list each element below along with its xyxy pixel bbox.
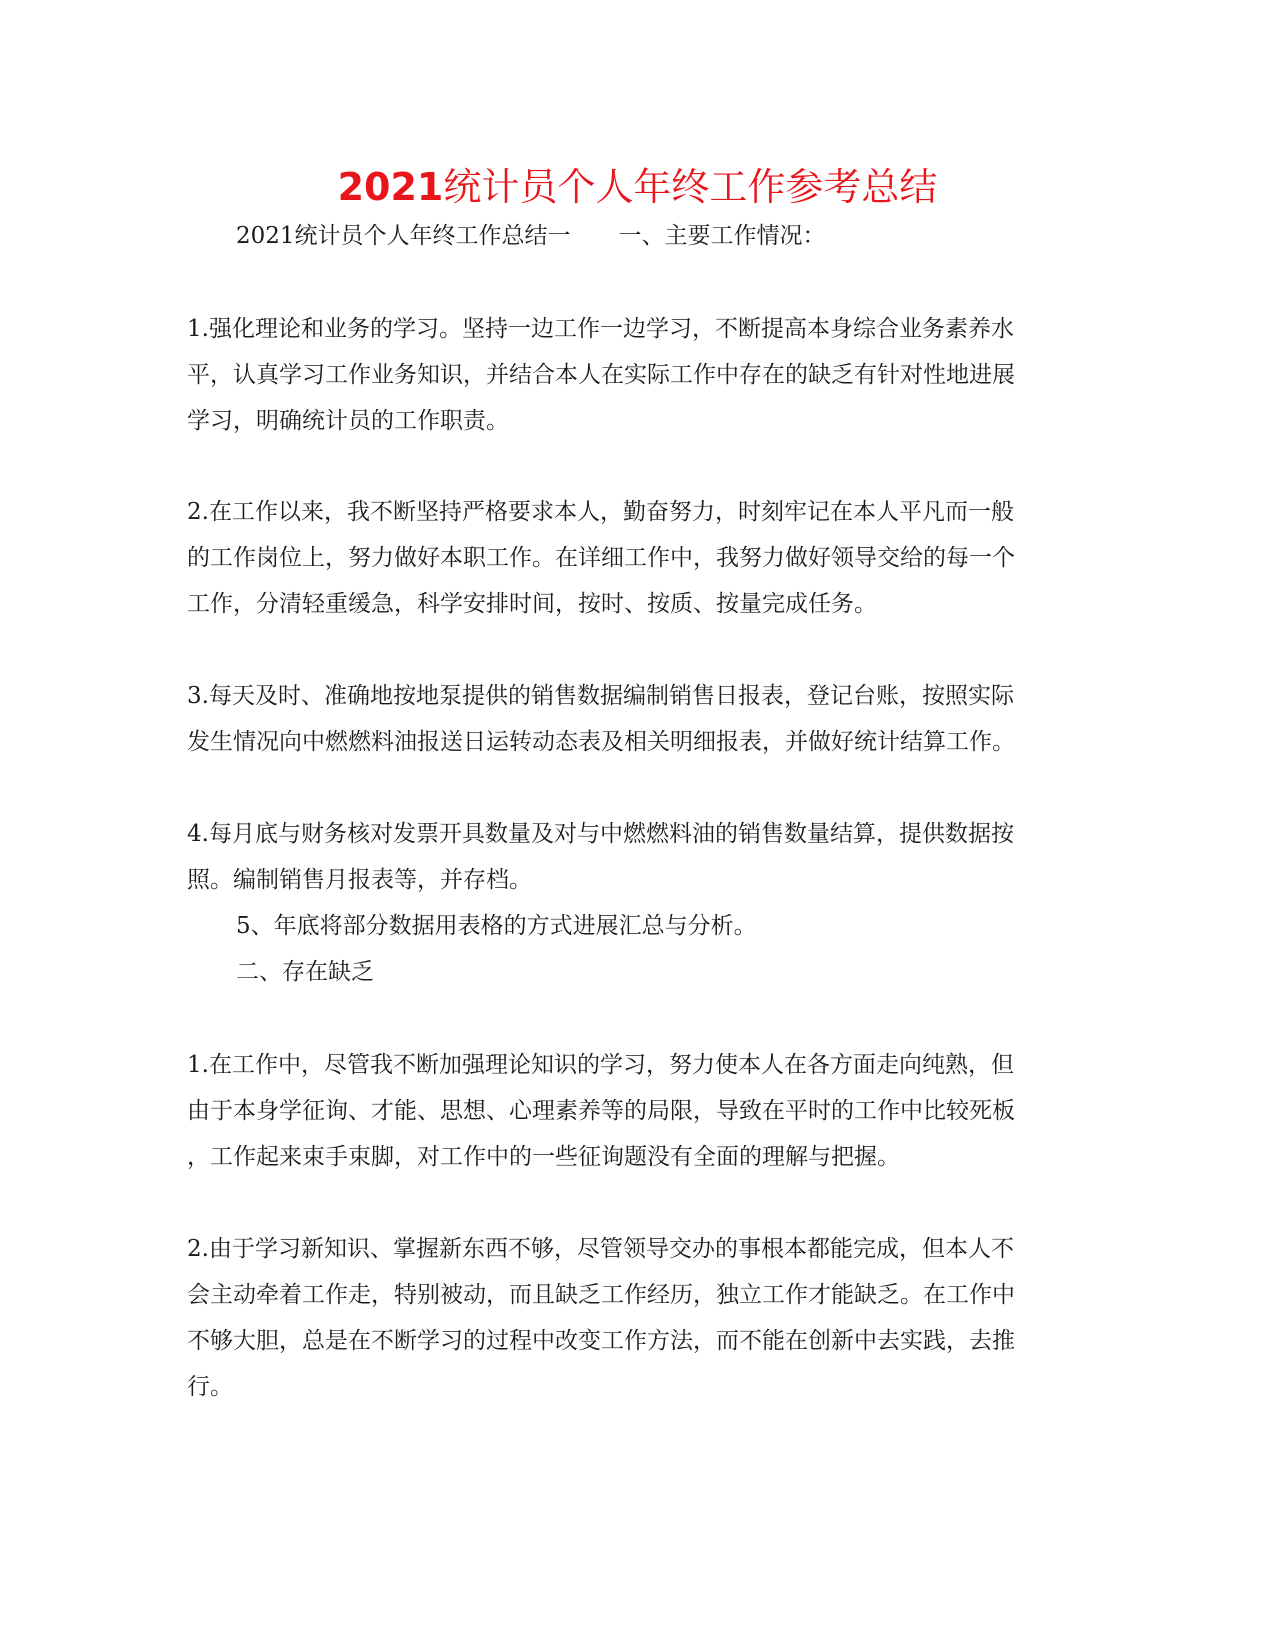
paragraph-line: 1.强化理论和业务的学习。坚持一边工作一边学习，不断提高本身综合业务素养水 [187,316,1014,342]
paragraph-line: 5、年底将部分数据用表格的方式进展汇总与分析。 [236,913,757,939]
paragraph-line: 1.在工作中，尽管我不断加强理论知识的学习，努力使本人在各方面走向纯熟，但 [187,1052,1014,1078]
paragraph-line: ，工作起来束手束脚，对工作中的一些征询题没有全面的理解与把握。 [187,1144,900,1170]
paragraph-line: 行。 [187,1374,233,1400]
paragraph-line: 4.每月底与财务核对发票开具数量及对与中燃燃料油的销售数量结算，提供数据按 [187,821,1014,847]
paragraph-line: 学习，明确统计员的工作职责。 [187,408,509,434]
paragraph-line: 会主动牵着工作走，特别被动，而且缺乏工作经历，独立工作才能缺乏。在工作中 [187,1282,1015,1308]
title-year: 2021 [337,165,444,209]
paragraph-line: 2.由于学习新知识、掌握新东西不够，尽管领导交办的事根本都能完成，但本人不 [187,1236,1014,1262]
paragraph-line: 发生情况向中燃燃料油报送日运转动态表及相关明细报表，并做好统计结算工作。 [187,729,1015,755]
section-heading-main-work: 一、主要工作情况： [618,223,826,249]
paragraph-line: 2.在工作以来，我不断坚持严格要求本人，勤奋努力，时刻牢记在本人平凡而一般 [187,499,1014,525]
intro-heading: 2021统计员个人年终工作总结一 [236,223,571,249]
paragraph-line: 照。编制销售月报表等，并存档。 [187,867,532,893]
paragraph-line: 不够大胆，总是在不断学习的过程中改变工作方法，而不能在创新中去实践，去推 [187,1328,1015,1354]
intro-line [236,221,1136,251]
paragraph-line: 平，认真学习工作业务知识，并结合本人在实际工作中存在的缺乏有针对性地进展 [187,362,1015,388]
paragraph-line: 由于本身学征询、才能、思想、心理素养等的局限，导致在平时的工作中比较死板 [187,1098,1015,1124]
section-heading-shortcomings: 二、存在缺乏 [236,959,374,985]
paragraph-line: 的工作岗位上，努力做好本职工作。在详细工作中，我努力做好领导交给的每一个 [187,545,1015,571]
paragraph-line: 工作，分清轻重缓急，科学安排时间，按时、按质、按量完成任务。 [187,591,877,617]
document-title [0,162,1275,212]
paragraph-line: 3.每天及时、准确地按地泵提供的销售数据编制销售日报表，登记台账，按照实际 [187,683,1014,709]
title-text: 统计员个人年终工作参考总结 [443,165,938,209]
